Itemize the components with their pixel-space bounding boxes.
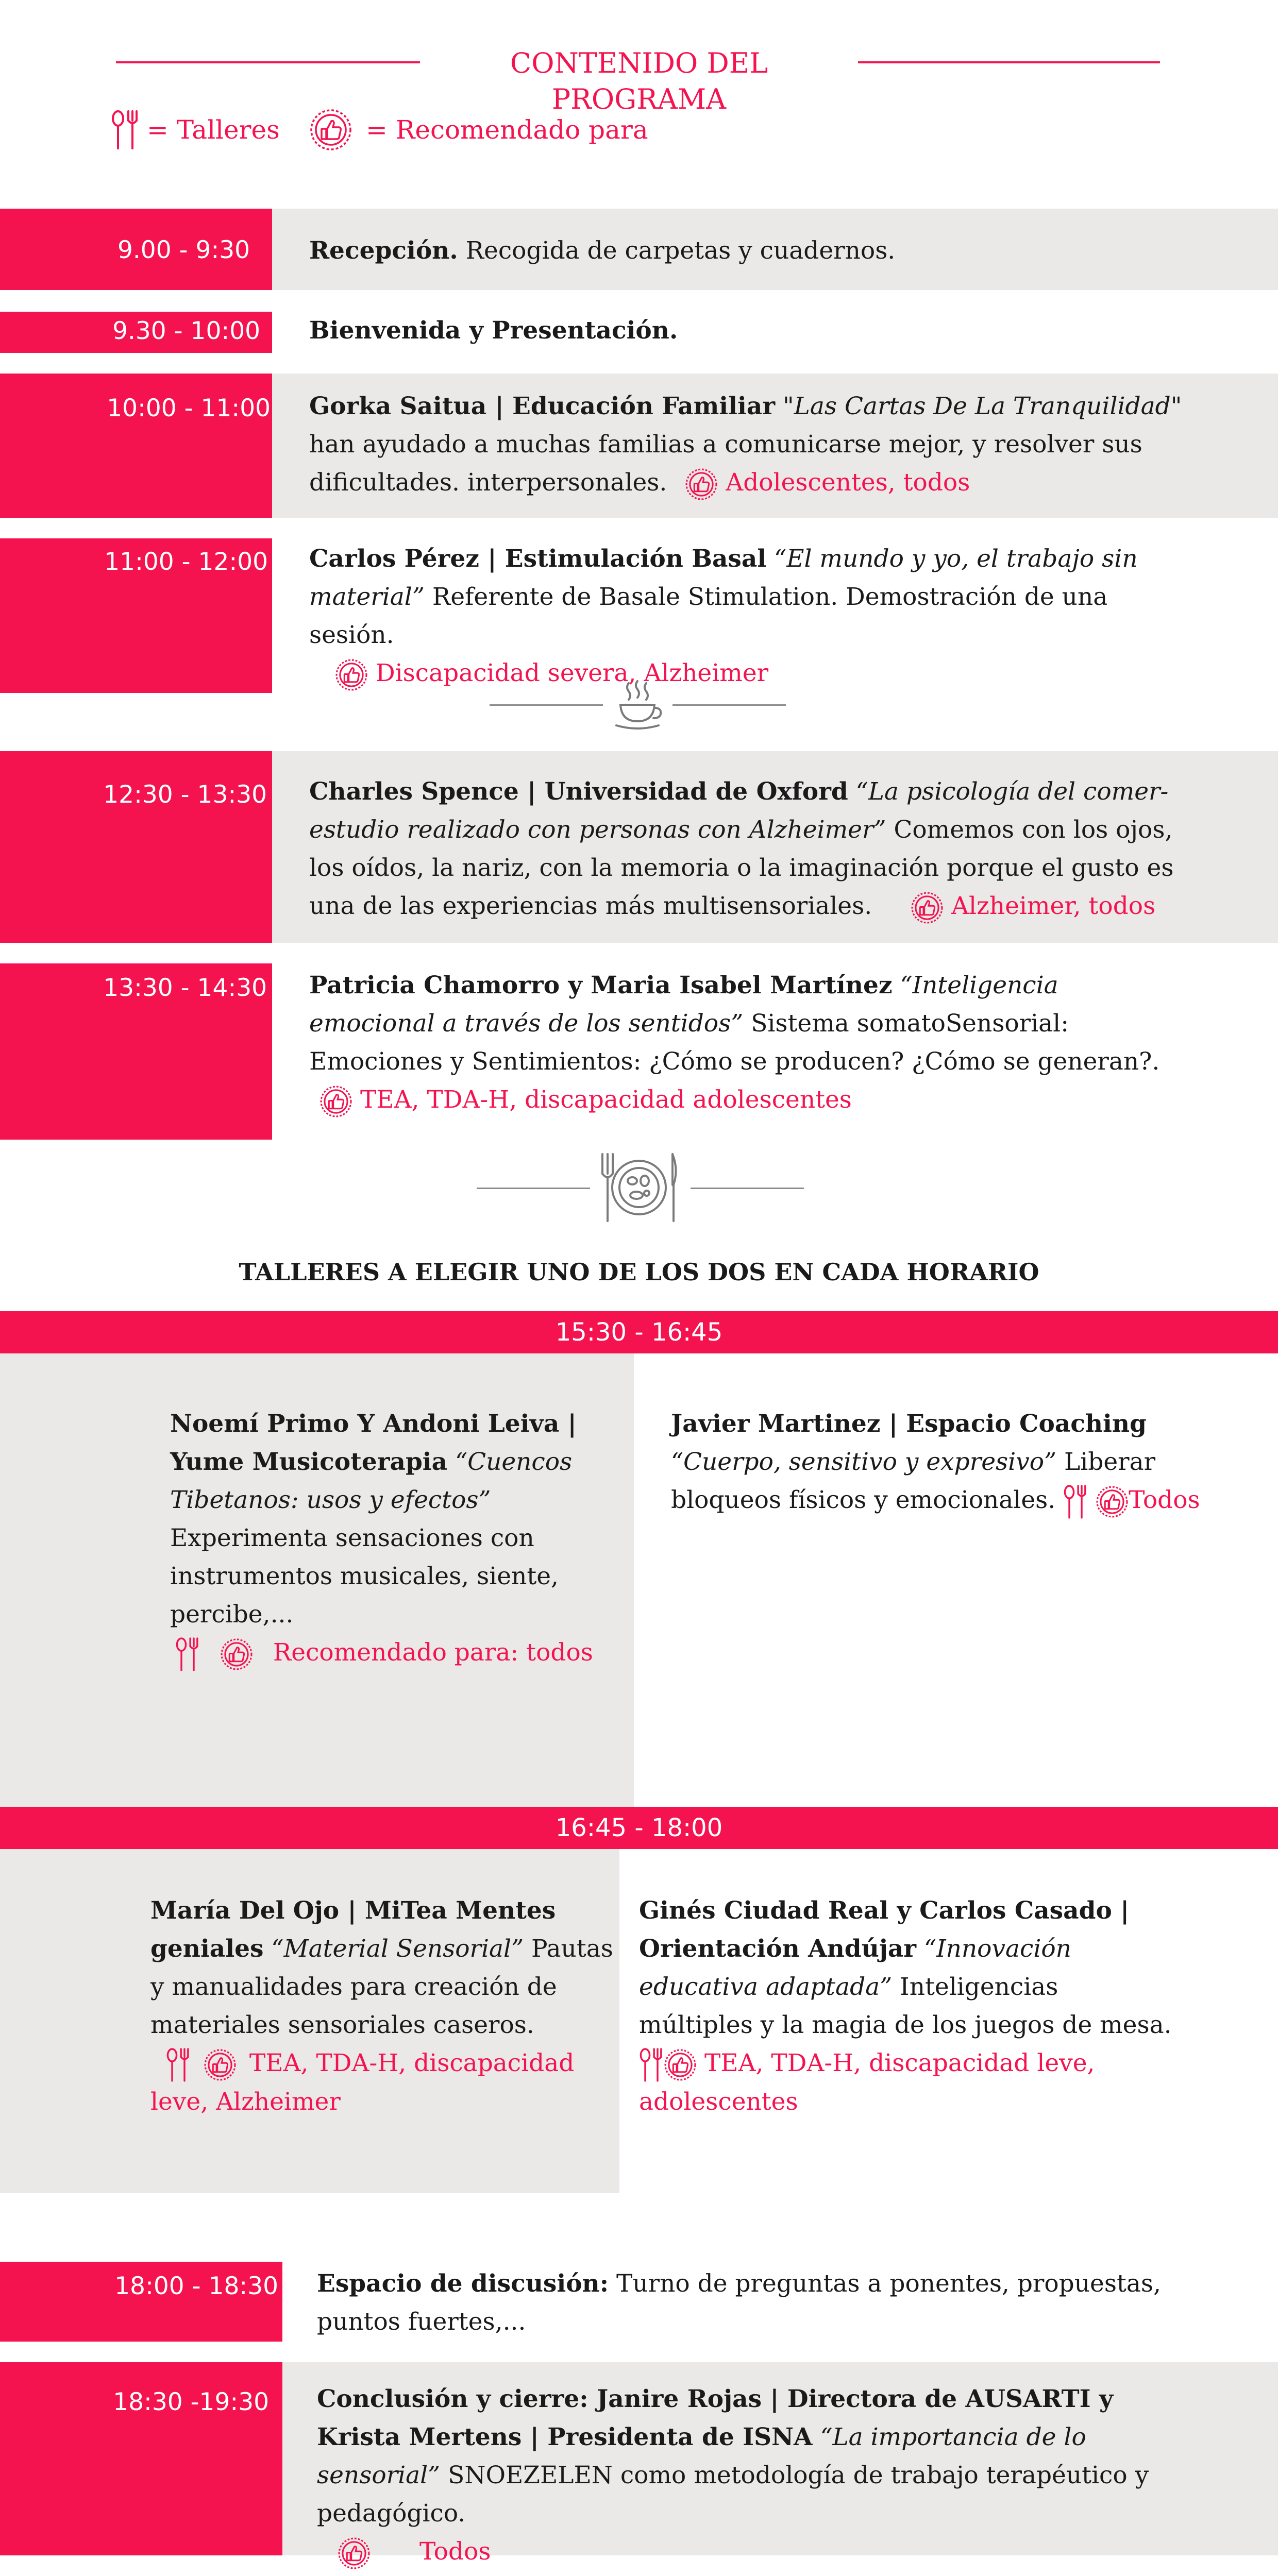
thumbs-up-badge-icon: [320, 1085, 352, 1118]
session-title: Gorka Saitua | Educación Familiar: [309, 392, 776, 420]
thumbs-up-badge-icon: [220, 1638, 253, 1671]
workshop-quote: “Cuencos Tibetanos: usos y efectos”: [170, 1448, 573, 1514]
session-description: Comemos con los ojos, los oídos, la nariz, con la memoria o la imaginación porque el gusto es una de las experiencias más multisensoriales.: [309, 816, 1174, 920]
workshop-description: Pautas y manualidades para creación de materiales sensoriales caseros.: [150, 1935, 613, 2039]
session-title: Recepción.: [309, 236, 458, 265]
thumbs-up-badge-icon: [1096, 1485, 1129, 1518]
workshop-time: 15:30 - 16:45: [555, 1318, 723, 1347]
session-title: Patricia Chamorro y Maria Isabel Martínez: [309, 971, 893, 999]
session-description: Turno de preguntas a ponentes, propuestas, puntos fuertes,...: [317, 2269, 1161, 2336]
title-rule-left: [116, 61, 420, 63]
session-quote: “La psicología del comer-estudio realizado con personas con Alzheimer”: [309, 777, 1169, 844]
legend-talleres-label: = Talleres: [147, 115, 280, 145]
workshop-time: 16:45 - 18:00: [555, 1814, 723, 1842]
recommended-for: Alzheimer, todos: [951, 892, 1156, 920]
coffee-cup-icon: [609, 676, 666, 735]
session-title: Charles Spence | Universidad de Oxford: [309, 777, 848, 806]
title-rule-right: [858, 61, 1160, 63]
thumbs-up-badge-icon: [335, 658, 368, 691]
session-time: 18:30 -19:30: [113, 2388, 269, 2416]
workshop-quote: “Cuerpo, sensitivo y expresivo”: [671, 1448, 1057, 1476]
utensils-icon: [1063, 1484, 1088, 1520]
session-text: [309, 387, 1216, 502]
session-quote: “El mundo y yo, el trabajo sin material”: [309, 545, 1138, 611]
legend-recomendado: [309, 107, 648, 153]
workshop-quote: “Innovación educativa adaptada”: [639, 1935, 1071, 2001]
workshop-left-text: [150, 1892, 614, 2121]
session-title: Bienvenida y Presentación.: [309, 316, 678, 345]
workshop-description: Experimenta sensaciones con instrumentos musicales, siente, percibe,...: [170, 1524, 559, 1629]
session-quote: “La importancia de lo sensorial”: [317, 2423, 1086, 2489]
session-description: han ayudado a muchas familias a comunicarse mejor, y resolver sus dificultades. interpersonales.: [309, 430, 1142, 497]
workshop-title: Javier Martinez | Espacio Coaching: [671, 1410, 1147, 1438]
recommended-for: Todos: [419, 2537, 491, 2566]
session-title: Conclusión y cierre: Janire Rojas | Directora de AUSARTI y Krista Mertens | Presidenta de ISNA: [317, 2385, 1114, 2451]
plate-cutlery-icon: [595, 1149, 683, 1228]
session-quote: “Inteligencia emocional a través de los sentidos”: [309, 971, 1058, 1038]
session-description: Recogida de carpetas y cuadernos.: [458, 236, 896, 265]
recommended-for: TEA, TDA-H, discapacidad leve, Alzheimer: [150, 2049, 575, 2116]
workshop-title: Ginés Ciudad Real y Carlos Casado | Orientación Andújar: [639, 1896, 1130, 1963]
session-time-block: [0, 751, 272, 943]
workshop-time-band: [0, 1807, 1278, 1849]
thumbs-up-badge-icon: [204, 2048, 237, 2081]
recommended-for: Discapacidad severa, Alzheimer: [375, 659, 769, 687]
session-description: SNOEZELEN como metodología de trabajo terapéutico y pedagógico.: [317, 2461, 1149, 2528]
workshop-right-text: [639, 1892, 1175, 2121]
workshop-quote: “Material Sensorial”: [271, 1935, 524, 1963]
divider-right: [672, 704, 786, 706]
utensils-icon: [166, 2047, 191, 2083]
workshop-time-band: [0, 1311, 1278, 1353]
session-time: 10:00 - 11:00: [107, 394, 271, 422]
session-text: [309, 773, 1206, 925]
recommended-for: TEA, TDA-H, discapacidad adolescentes: [360, 1086, 852, 1114]
legend-recomendado-label: = Recomendado para: [366, 115, 648, 145]
session-time: 12:30 - 13:30: [103, 781, 267, 809]
thumbs-up-badge-icon: [664, 2048, 697, 2081]
workshop-right-text: [671, 1405, 1238, 1520]
session-time: 18:00 - 18:30: [114, 2272, 278, 2300]
session-title: Carlos Pérez | Estimulación Basal: [309, 545, 767, 573]
session-description: Referente de Basale Stimulation. Demostración de una sesión.: [309, 583, 1108, 649]
session-description: Sistema somatoSensorial: Emociones y Sentimientos: ¿Cómo se producen? ¿Cómo se generan?.: [309, 1009, 1160, 1076]
session-time: 9.00 - 9:30: [117, 236, 250, 264]
legend-talleres: [111, 109, 280, 150]
session-text: [309, 312, 1216, 350]
thumbs-up-badge-icon: [911, 891, 944, 924]
workshop-title: María Del Ojo | MiTea Mentes geniales: [150, 1896, 556, 1963]
thumbs-up-badge-icon: [685, 468, 718, 501]
workshop-title: Noemí Primo Y Andoni Leiva | Yume Musicoterapia: [170, 1410, 577, 1476]
utensils-icon: [111, 109, 140, 150]
workshop-description: Inteligencias múltiples y la magia de los juegos de mesa.: [639, 1973, 1172, 2039]
thumbs-up-badge-icon: [338, 2537, 371, 2570]
divider-right: [691, 1188, 804, 1189]
page-title: CONTENIDO DEL PROGRAMA: [510, 47, 768, 115]
session-text: [317, 2380, 1203, 2571]
session-time: 9.30 - 10:00: [112, 317, 260, 345]
talleres-heading: TALLERES A ELEGIR UNO DE LOS DOS EN CADA HORARIO: [239, 1258, 1039, 1286]
utensils-icon: [175, 1636, 200, 1672]
session-time: 11:00 - 12:00: [104, 548, 268, 576]
workshop-description: Liberar bloqueos físicos y emocionales.: [671, 1448, 1156, 1514]
recommended-for: Todos: [1129, 1486, 1200, 1514]
session-quote: "Las Cartas De La Tranquilidad": [783, 392, 1182, 420]
session-time: 13:30 - 14:30: [103, 974, 267, 1002]
recommended-for: Adolescentes, todos: [726, 468, 970, 497]
divider-left: [490, 704, 603, 706]
utensils-icon: [639, 2047, 664, 2083]
workshop-left-text: [170, 1405, 613, 1672]
divider-left: [477, 1188, 590, 1189]
recommended-for: Recomendado para: todos: [273, 1638, 593, 1667]
recommended-for: TEA, TDA-H, discapacidad leve, adolescentes: [639, 2049, 1095, 2116]
session-text: [309, 540, 1154, 692]
session-text: [317, 2265, 1193, 2341]
session-text: [309, 967, 1185, 1119]
session-title: Espacio de discusión:: [317, 2269, 609, 2298]
thumbs-up-badge-icon: [309, 108, 352, 151]
session-text: [309, 232, 1216, 270]
